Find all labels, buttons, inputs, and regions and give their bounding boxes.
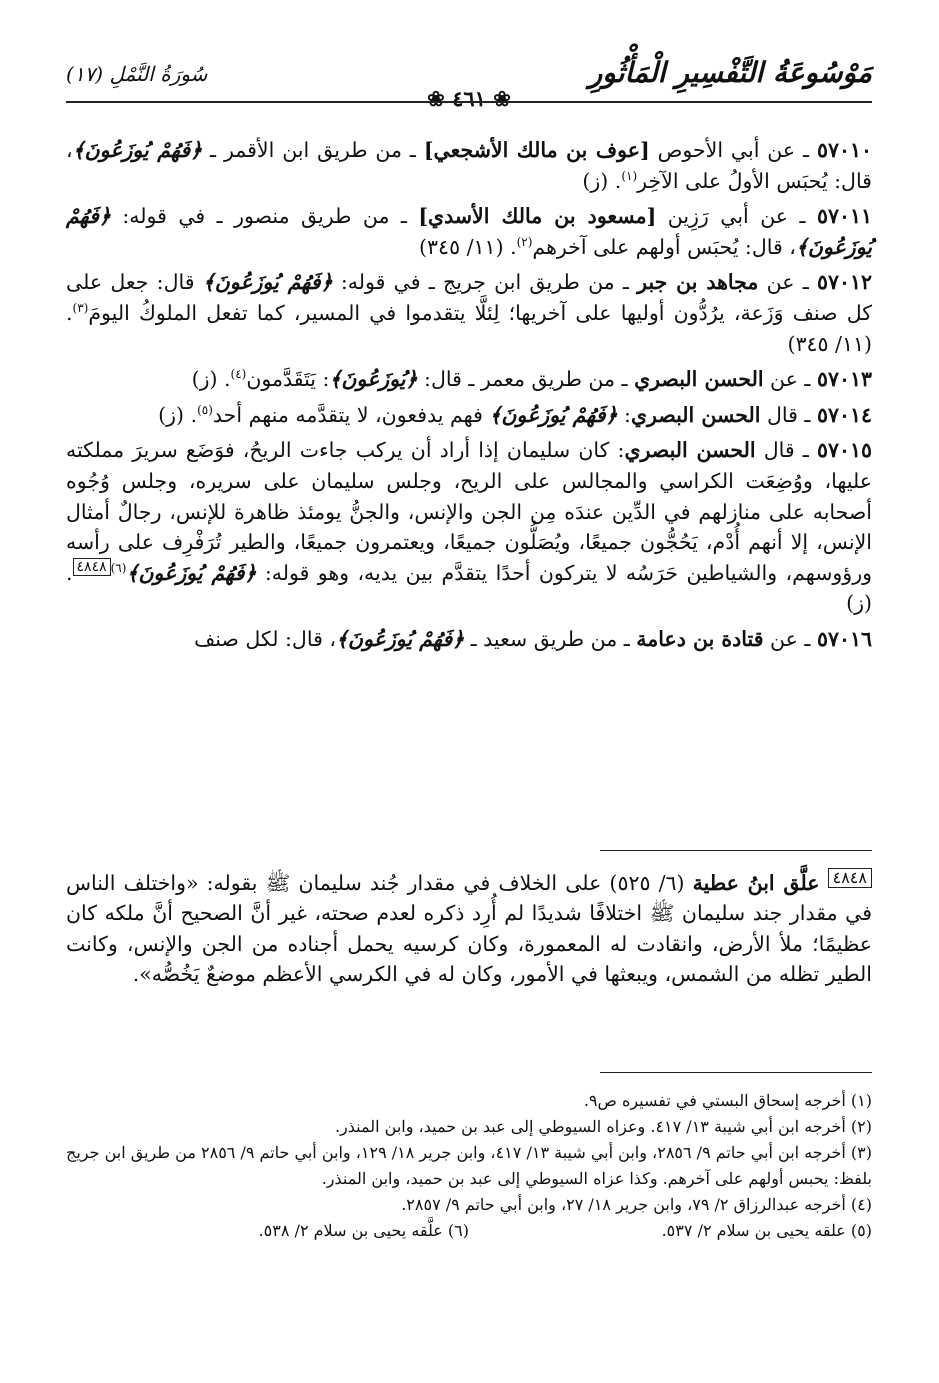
commentary-number-box: ٤٨٤٨ bbox=[828, 868, 872, 888]
entry-number: ٥٧٠١٣ bbox=[816, 367, 872, 392]
entry-57016 bbox=[66, 624, 872, 655]
entry-text: ـ من طريق ابن الأقمر ـ bbox=[202, 138, 424, 162]
header-divider bbox=[66, 101, 872, 103]
footnotes bbox=[66, 1088, 872, 1244]
entry-57010 bbox=[66, 135, 872, 196]
entry-text: ـ عن bbox=[763, 367, 817, 392]
entry-text: قال: جعل على كل صنف وَزَعة، يرُدُّون أوليها على آخريها؛ لِئلَّا يتقدموا في المسير، كما تفعل الملوكُ اليومَ bbox=[66, 270, 872, 325]
entry-text: ـ من طريق معمر ـ قال: bbox=[417, 367, 635, 392]
entry-text: فهم يدفعون، لا يتقدَّمه منهم أحد bbox=[212, 402, 490, 427]
footnote-6: (٦) علَّقه يحيى بن سلام ٢/ ٥٣٨. bbox=[258, 1221, 469, 1240]
narrator-name: الحسن البصري bbox=[630, 402, 761, 427]
book-title: مَوْسُوعَةُ التَّفْسِيرِ الْمَأْثُورِ bbox=[588, 56, 872, 89]
footnote-ref: (١) bbox=[621, 168, 638, 183]
entry-number: ٥٧٠١٤ bbox=[816, 402, 872, 427]
footnote-ref: (٤) bbox=[230, 367, 247, 382]
entry-text: ـ قال bbox=[755, 438, 817, 463]
commentary-block bbox=[66, 868, 872, 990]
entry-57012 bbox=[66, 267, 872, 359]
quran-quote: ﴿فَهُمْ يُوزَعُونَ﴾ bbox=[202, 270, 333, 295]
footnote-pair bbox=[66, 1218, 872, 1244]
entry-number: ٥٧٠١٦ bbox=[816, 626, 872, 651]
entry-number: ٥٧٠١٠ bbox=[816, 138, 873, 162]
narrator-name: الحسن البصري bbox=[634, 367, 764, 392]
running-header bbox=[66, 56, 872, 111]
footnotes-divider bbox=[600, 1072, 872, 1073]
entry-ref: . (ز) bbox=[582, 168, 622, 193]
entry-ref: . (ز) bbox=[66, 560, 872, 616]
entry-text: ـ عن bbox=[763, 626, 817, 651]
entry-text: ، قال: يُحبَس أولهم على آخرهم bbox=[532, 234, 796, 259]
narrator-name: قتادة بن دعامة bbox=[636, 626, 764, 651]
entry-57011 bbox=[66, 201, 872, 262]
narrator-name: [مسعود بن مالك الأسدي] bbox=[418, 204, 657, 229]
ornament-icon: ❀ bbox=[427, 86, 453, 111]
entry-57014 bbox=[66, 400, 872, 431]
entry-number: ٥٧٠١٢ bbox=[816, 270, 872, 295]
entry-text: ـ عن أبي رَزِين bbox=[656, 204, 817, 229]
entry-text: : bbox=[617, 402, 631, 427]
commentary-ref-box[interactable]: ٤٨٤٨ bbox=[73, 558, 111, 576]
entry-text: ـ قال bbox=[760, 402, 817, 427]
commentary-text: (٦/ ٥٢٥) على الخلاف في مقدار جُند سليمان ﷺ بقوله: «واختلف الناس في مقدار جند سليمان ﷺ اختلافًا شديدًا لم أُرِد ذكره لعدم صحته، غير أنَّ الصحيح أنَّ ملكه كان عظيمًا؛ ملأ الأرض، وانقادت له المعمورة، وكان كرسيه يحمل أجناده من الجن والإنس، وكانت الطير تظله من الشمس، ويبعثها في الأمور، وكان له في الكرسي الأعظم موضعٌ يَخُصُّه». bbox=[66, 871, 872, 987]
entry-ref: . (١١/ ٣٤٥) bbox=[66, 300, 872, 356]
entry-text: ، قال: يُحبَس الأولُ على الآخِر bbox=[66, 138, 872, 193]
quran-quote: ﴿يُوزَعُونَ﴾ bbox=[329, 367, 418, 392]
entry-text: : يَتَقَدَّمون bbox=[246, 367, 330, 392]
narrator-name: الحسن البصري bbox=[624, 438, 756, 463]
footnote-2: (٢) أخرجه ابن أبي شيبة ١٣/ ٤١٧. وعزاه السيوطي إلى عبد بن حميد، وابن المنذر. bbox=[334, 1117, 872, 1136]
entry-ref: . (ز) bbox=[158, 402, 198, 427]
entry-number: ٥٧٠١٥ bbox=[816, 438, 873, 463]
ornament-icon: ❀ bbox=[485, 86, 511, 111]
footnote-4: (٤) أخرجه عبدالرزاق ٢/ ٧٩، وابن جرير ١٨/ ٢٧، وابن أبي حاتم ٩/ ٢٨٥٧. bbox=[401, 1195, 872, 1214]
footnote-3: (٣) أخرجه ابن أبي حاتم ٩/ ٢٨٥٦، وابن أبي شيبة ١٣/ ٤١٧، وابن جرير ١٨/ ١٢٩، وابن أبي حاتم ٩/ ٢٨٥٦ من طريق ابن جريج بلفظ: يحبس أولهم على آخرهم. وكذا عزاه السيوطي إلى عبد بن حميد، وابن المنذر. bbox=[65, 1143, 872, 1188]
entry-text: ـ عن bbox=[758, 270, 817, 295]
entry-text: ـ من طريق منصور ـ في قوله: bbox=[110, 204, 419, 229]
commentary-lead: علَّق ابنُ عطية bbox=[692, 871, 820, 895]
quran-quote: ﴿فَهُمْ يُوزَعُونَ﴾ bbox=[336, 626, 465, 651]
quran-quote: ﴿فَهُمْ يُوزَعُونَ﴾ bbox=[489, 402, 618, 427]
surah-name: سُورَةُ النَّمْلِ (١٧) bbox=[66, 62, 208, 86]
footnote-1: (١) أخرجه إسحاق البستي في تفسيره ص٩. bbox=[583, 1091, 872, 1110]
entry-ref: . (١١/ ٣٤٥) bbox=[419, 234, 517, 259]
page-number-value: ٤٦١ bbox=[452, 86, 486, 111]
footnote-ref: (٥) bbox=[197, 402, 213, 417]
quran-quote: ﴿فَهُمْ يُوزَعُونَ﴾ bbox=[126, 560, 257, 585]
entry-text: ـ من طريق ابن جريج ـ في قوله: bbox=[332, 270, 638, 295]
entry-57015 bbox=[66, 435, 872, 619]
footnote-ref: (٦) bbox=[110, 560, 127, 575]
commentary-divider bbox=[600, 850, 872, 851]
entry-number: ٥٧٠١١ bbox=[816, 204, 872, 229]
main-text bbox=[66, 135, 872, 660]
entry-text: : كان سليمان إذا أراد أن يركب جاءت الريحُ، فوَضَع سريرَ مملكته عليها، ووُضِعَت الكراسي والمجالس على الريح، وجلس سليمان على سريره، وجلس وُجُوه أصحابه على منازلهم في الدِّين عندَه مِن الجن والإنس، والجنُّ يومئذ ظاهرة للإنس، رجالٌ أمثال الإنس، إلا أنهم أُدْم، يَحُجُّون جميعًا، ويُصَلُّون جميعًا، ويعتمرون جميعًا، والطير تُرَفْرِف على رأسه ورؤوسهم، والشياطين حَرَسُه لا يتركون أحدًا يتقدَّم بين يديه، وهو قوله: bbox=[66, 438, 872, 585]
entry-ref: . (ز) bbox=[191, 367, 231, 392]
entry-text: ـ عن أبي الأحوص bbox=[649, 138, 817, 162]
quran-quote: ﴿فَهُمْ يُوزَعُونَ﴾ bbox=[72, 138, 203, 162]
narrator-name: [عوف بن مالك الأشجعي] bbox=[423, 138, 650, 162]
narrator-name: مجاهد بن جبر bbox=[637, 270, 759, 295]
footnote-ref: (٣) bbox=[72, 301, 89, 316]
entry-text: ـ من طريق سعيد ـ bbox=[464, 626, 637, 651]
quran-quote: ﴿فَهُمْ يُوزَعُونَ﴾ bbox=[66, 204, 872, 259]
footnote-ref: (٢) bbox=[516, 234, 533, 249]
entry-57013 bbox=[66, 364, 872, 395]
entry-text: ، قال: لكل صنف bbox=[194, 626, 336, 651]
page-number bbox=[66, 86, 872, 111]
footnote-5: (٥) علقه يحيى بن سلام ٢/ ٥٣٧. bbox=[661, 1221, 872, 1240]
